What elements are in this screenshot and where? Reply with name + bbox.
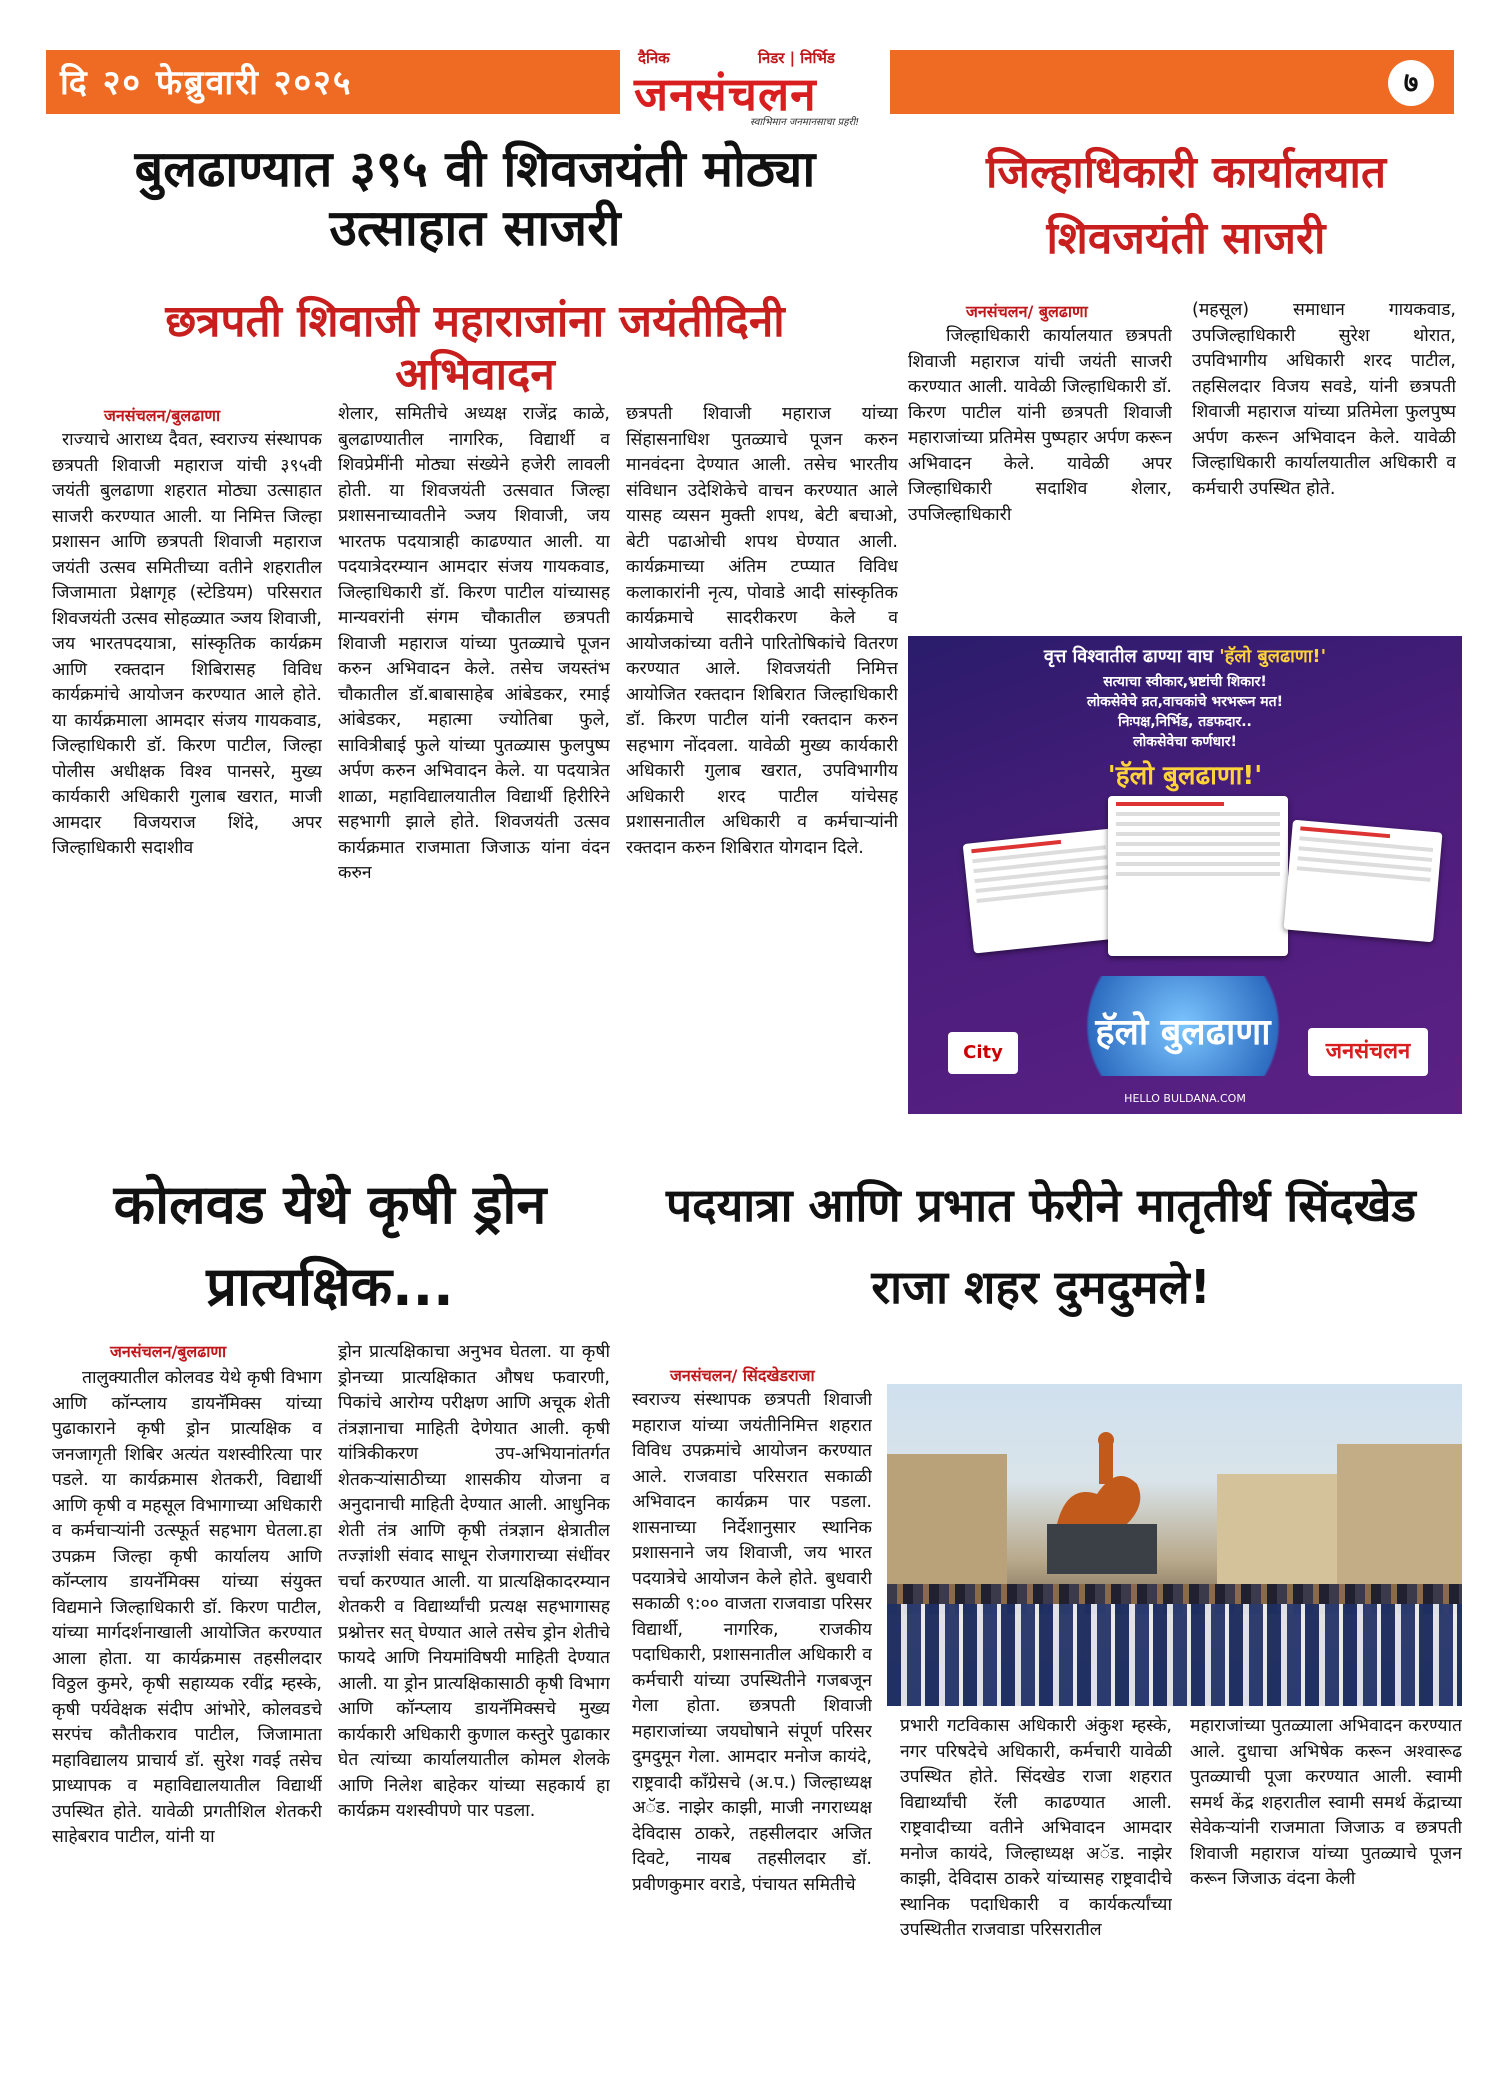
ad-url: HELLO BULDANA.COM [1124,1092,1246,1105]
logo-tagline-top: निडर | निर्भिड [758,49,835,67]
ad-jansanchalan-logo: जनसंचलन [1308,1028,1428,1076]
article2-col2: (महसूल) समाधान गायकवाड, उपजिल्हाधिकारी सुरेश थोरात, उपविभागीय अधिकारी शरद पाटील, तहसिलदार विजय सवडे, यांनी छत्रपती शिवाजी महाराज यांच्या प्रतिमेला फुलपुष्प अर्पण करून अभिवादन केले. यावेळी जिल्हाधिकारी कार्यालयातील अधिकारी व कर्मचारी उपस्थित होते. [1192,300,1456,499]
article4-headline: पदयात्रा आणि प्रभात फेरीने मातृतीर्थ सिंदखेड राजा शहर दुमदुमले! [666,1178,1416,1314]
article2-byline: जनसंचलन/ बुलढाणा [966,302,1088,321]
ad-hello-logo: हॅलो बुलढाणा [1058,976,1308,1076]
article2-headline: जिल्हाधिकारी कार्यालयात शिवजयंती साजरी [985,147,1387,264]
masthead-logo [620,44,890,132]
article3-col1: तालुक्यातील कोलवड येथे कृषी विभाग आणि कॉन्प्लाय डायनॅमिक्स यांच्या पुढाकाराने कृषी ड्रोन प्रात्यक्षिक व जनजागृती शिबिर अत्यंत यशस्वीरित्या पार पडले. या कार्यक्रमास शेतकरी, विद्यार्थी आणि कृषी व महसूल विभागाच्या अधिकारी व कर्मचाऱ्यांनी उत्स्फूर्त सहभाग घेतला.हा उपक्रम जिल्हा कृषी कार्यालय आणि कॉन्प्लाय डायनॅमिक्स यांच्या संयुक्त विद्यमाने जिल्हाधिकारी डॉ. किरण पाटील, यांच्या मार्गदर्शनाखाली आयोजित करण्यात आला होता. या कार्यक्रमास तहसीलदार विठ्ठल कुमरे, कृषी सहाय्यक रवींद्र म्हस्के, कृषी पर्यवेक्षक संदीप आंभोरे, कोलवडचे सरपंच कौतीकराव पाटील, जिजामाता महाविद्यालय प्राचार्य डॉ. सुरेश गवई तसेच प्राध्यापक व महाविद्यालयातील विद्यार्थी उपस्थित होते. यावेळी प्रगतीशिल शेतकरी साहेबराव पाटील, यांनी या [52,1368,322,1847]
article3-byline: जनसंचलन/बुलढाणा [110,1342,227,1361]
horse-statue-icon [1027,1424,1177,1574]
article4-col2: प्रभारी गटविकास अधिकारी अंकुश म्हस्के, नगर परिषदेचे अधिकारी, कर्मचारी यावेळी उपस्थित होते. सिंदखेड राजा शहरात विद्यार्थ्यांची रॅली काढण्यात आली. राष्ट्रवादीच्या वतीने अभिवादन आमदार मनोज कायंदे, जिल्हाध्यक्ष अॅड. नाझेर काझी, देविदास ठाकरे यांच्यासह राष्ट्रवादीचे स्थानिक पदाधिकारी व कार्यकर्त्यांच्या उपस्थितीत राजवाडा परिसरातील [900,1716,1172,1940]
article1-subheadline: छत्रपती शिवाजी महाराजांना जयंतीदिनी अभिवादन [165,296,785,400]
ad-line3: लोकसेवेचे व्रत,वाचकांचे भरभरून मत! [1086,694,1284,710]
shivaji-statue-photo [887,1384,1462,1706]
article1-headline: बुलढाण्यात ३९५ वी शिवजयंती मोठ्या उत्साहात साजरी [134,140,816,257]
article1-byline: जनसंचलन/बुलढाणा [104,406,221,425]
article3-col2: ड्रोन प्रात्यक्षिकाचा अनुभव घेतला. या कृषी ड्रोनच्या प्रात्यक्षिकात औषध फवारणी, पिकांचे आरोग्य परीक्षण आणि अचूक शेती तंत्रज्ञानाचा माहिती देणेयात आली. कृषी यांत्रिकीकरण उप-अभियानांतर्गत शेतकऱ्यांसाठीच्या शासकीय योजना व अनुदानाची माहिती देण्यात आली. आधुनिक शेती तंत्र आणि कृषी तंत्रज्ञान क्षेत्रातील तज्ज्ञांशी संवाद साधून रोजगाराच्या संधींवर चर्चा करण्यात आली. या प्रात्यक्षिकादरम्यान शेतकरी व विद्यार्थ्यांची प्रत्यक्ष सहभागासह प्रश्नोत्तर सत् घेण्यात आले तसेच ड्रोन शेतीचे फायदे आणि नियमांविषयी माहिती देण्यात आली. या ड्रोन प्रात्यक्षिकासाठी कृषी विभाग आणि कॉन्प्लाय डायनॅमिक्सचे मुख्य कार्यकारी अधिकारी कुणाल कस्तुरे पुढाकार घेत त्यांच्या कार्यालयातील कोमल शेलके आणि निलेश बाहेकर यांच्या सहकार्य हा कार्यक्रम यशस्वीपणे पार पडला. [338,1342,610,1821]
article4-byline: जनसंचलन/ सिंदखेडराजा [670,1366,815,1385]
issue-date: दि २० फेब्रुवारी २०२५ [60,63,353,103]
article4-col3: महाराजांच्या पुतळ्याला अभिवादन करण्यात आले. दुधाचा अभिषेक करून अश्वारूढ पुतळ्याची पूजा करण्यात आली. स्वामी समर्थ केंद्र शहरातील स्वामी समर्थ केंद्राच्या सेवेकऱ्यांनी राजमाता जिजाऊ व छत्रपती शिवाजी महाराज यांच्या पुतळ्याचे पूजन करून जिजाऊ वंदना केली [1190,1716,1462,1889]
ad-screenshot-card [1108,796,1288,956]
article1-col2: शेलार, समितीचे अध्यक्ष राजेंद्र काळे, बुलढाण्यातील नागरिक, विद्यार्थी व शिवप्रेमींनी मोठ्या संख्येने हजेरी लावली होती. या शिवजयंती उत्सवात जिल्हा प्रशासनाच्यावतीने ञ्जय शिवाजी, जय भारतफ पदयात्राही काढण्यात आली. या पदयात्रेदरम्यान आमदार संजय गायकवाड, जिल्हाधिकारी डॉ. किरण पाटील यांच्यासह मान्यवरांनी संगम चौकातील छत्रपती शिवाजी महाराज यांच्या पुतळ्याचे पूजन करुन अभिवादन केले. तसेच जयस्तंभ चौकातील डॉ.बाबासाहेब आंबेडकर, रमाई आंबेडकर, महात्मा ज्योतिबा फुले, सावित्रीबाई फुले यांच्या पुतळ्यास फुलपुष्प अर्पण करुन अभिवादन केले. या पदयात्रेत शाळा, महाविद्यालयातील विद्यार्थी हिरीरिने सहभागी झाले होते. शिवजयंती उत्सव कार्यक्रमात राजमाता जिजाऊ यांना वंदन करुन [338,404,610,883]
ad-line1: वृत्त विश्वातील ढाण्या वाघ 'हॅलो बुलढाणा!' [1043,646,1327,667]
ad-screenshot-card [1283,820,1442,943]
article4-col1: स्वराज्य संस्थापक छत्रपती शिवाजी महाराज यांच्या जयंतीनिमित्त शहरात विविध उपक्रमांचे आयोजन करण्यात आले. राजवाडा परिसरात सकाळी अभिवादन कार्यक्रम पार पडला. शासनाच्या निर्देशानुसार स्थानिक प्रशासनाने जय शिवाजी, जय भारत पदयात्रेचे आयोजन केले होते. बुधवारी सकाळी ९:०० वाजता राजवाडा परिसर विद्यार्थी, नागरिक, राजकीय पदाधिकारी, प्रशासनातील अधिकारी व कर्मचारी यांच्या उपस्थितीने गजबजून गेला होता. छत्रपती शिवाजी महाराजांच्या जयघोषाने संपूर्ण परिसर दुमदुमून गेला. आमदार मनोज कायंदे, राष्ट्रवादी काँग्रेसचे (अ.प.) जिल्हाध्यक्ष अॅड. नाझेर काझी, माजी नगराध्यक्ष देविदास ठाकरे, तहसीलदार अजित दिवटे, नायब तहसीलदार डॉ. प्रवीणकुमार वराडे, पंचायत समितीचे [632,1390,872,1895]
ad-line2: सत्याचा स्वीकार,भ्रष्टांची शिकार! [1103,674,1267,690]
article1-col1: राज्याचे आराध्य दैवत, स्वराज्य संस्थापक छत्रपती शिवाजी महाराज यांची ३९५वी जयंती बुलढाणा शहरात मोठ्या उत्साहात साजरी करण्यात आली. या निमित्त जिल्हा प्रशासन आणि छत्रपती शिवाजी महाराज जयंती उत्सव समितीच्या वतीने शहरातील जिजामाता प्रेक्षागृह (स्टेडियम) परिसरात शिवजयंती उत्सव सोहळ्यात ञ्जय शिवाजी, जय भारतपदयात्रा, सांस्कृतिक कार्यक्रम आणि रक्तदान शिबिरासह विविध कार्यक्रमांचे आयोजन करण्यात आले होते. या कार्यक्रमाला आमदार संजय गायकवाड, जिल्हाधिकारी डॉ. किरण पाटील, जिल्हा पोलीस अधीक्षक विश्व पानसरे, मुख्य कार्यकारी अधिकारी गुलाब खरात, माजी आमदार विजयराज शिंदे, अपर जिल्हाधिकारी सदाशीव [52,430,322,858]
ad-city-news-logo: City [948,1032,1018,1074]
ad-line5: लोकसेवेचा कर्णधार! [1133,734,1237,750]
hello-buldana-ad [908,636,1462,1114]
logo-name: जनसंचलन [634,67,817,121]
logo-dainik: दैनिक [638,49,670,67]
page-number: ७ [1388,60,1434,106]
logo-subtag: स्वाभिमान जनमानसाचा प्रहरी! [750,117,860,128]
ad-line4: निःपक्ष,निर्भिड, तडफदार.. [1118,714,1252,730]
article1-col3: छत्रपती शिवाजी महाराज यांच्या सिंहासनाधिश पुतळ्याचे पूजन करुन मानवंदना देण्यात आली. तसेच भारतीय संविधान उदेशिकेचे वाचन करण्यात आले यासह व्यसन मुक्ती शपथ, बेटी बचाओ, बेटी पढाओची शपथ घेण्यात आली. कार्यक्रमाच्या अंतिम टप्प्यात विविध कलाकारांनी नृत्य, पोवाडे आदी सांस्कृतिक कार्यक्रमाचे सादरीकरण केले व आयोजकांच्या वतीने पारितोषिकांचे वितरण करण्यात आले. शिवजयंती निमित्त आयोजित रक्तदान शिबिरात जिल्हाधिकारी डॉ. किरण पाटील यांनी रक्तदान करुन सहभाग नोंदवला. यावेळी मुख्य कार्यकारी अधिकारी गुलाब खरात, उपविभागीय अधिकारी शरद पाटील यांचेसह प्रशासनातील अधिकारी व कर्मचाऱ्यांनी रक्तदान करुन शिबिरात योगदान दिले. [626,404,898,858]
article2-col1: जिल्हाधिकारी कार्यालयात छत्रपती शिवाजी महाराज यांची जयंती साजरी करण्यात आली. यावेळी जिल्हाधिकारी डॉ. किरण पाटील यांनी छत्रपती शिवाजी महाराजांच्या प्रतिमेस पुष्पहार अर्पण करून अभिवादन केले. यावेळी अपर जिल्हाधिकारी सदाशिव शेलार, उपजिल्हाधिकारी [908,326,1172,525]
ad-brand: 'हॅलो बुलढाणा!' [1107,761,1263,791]
ad-screenshot-card [963,828,1124,953]
article3-headline: कोलवड येथे कृषी ड्रोन प्रात्यक्षिक... [113,1173,547,1318]
